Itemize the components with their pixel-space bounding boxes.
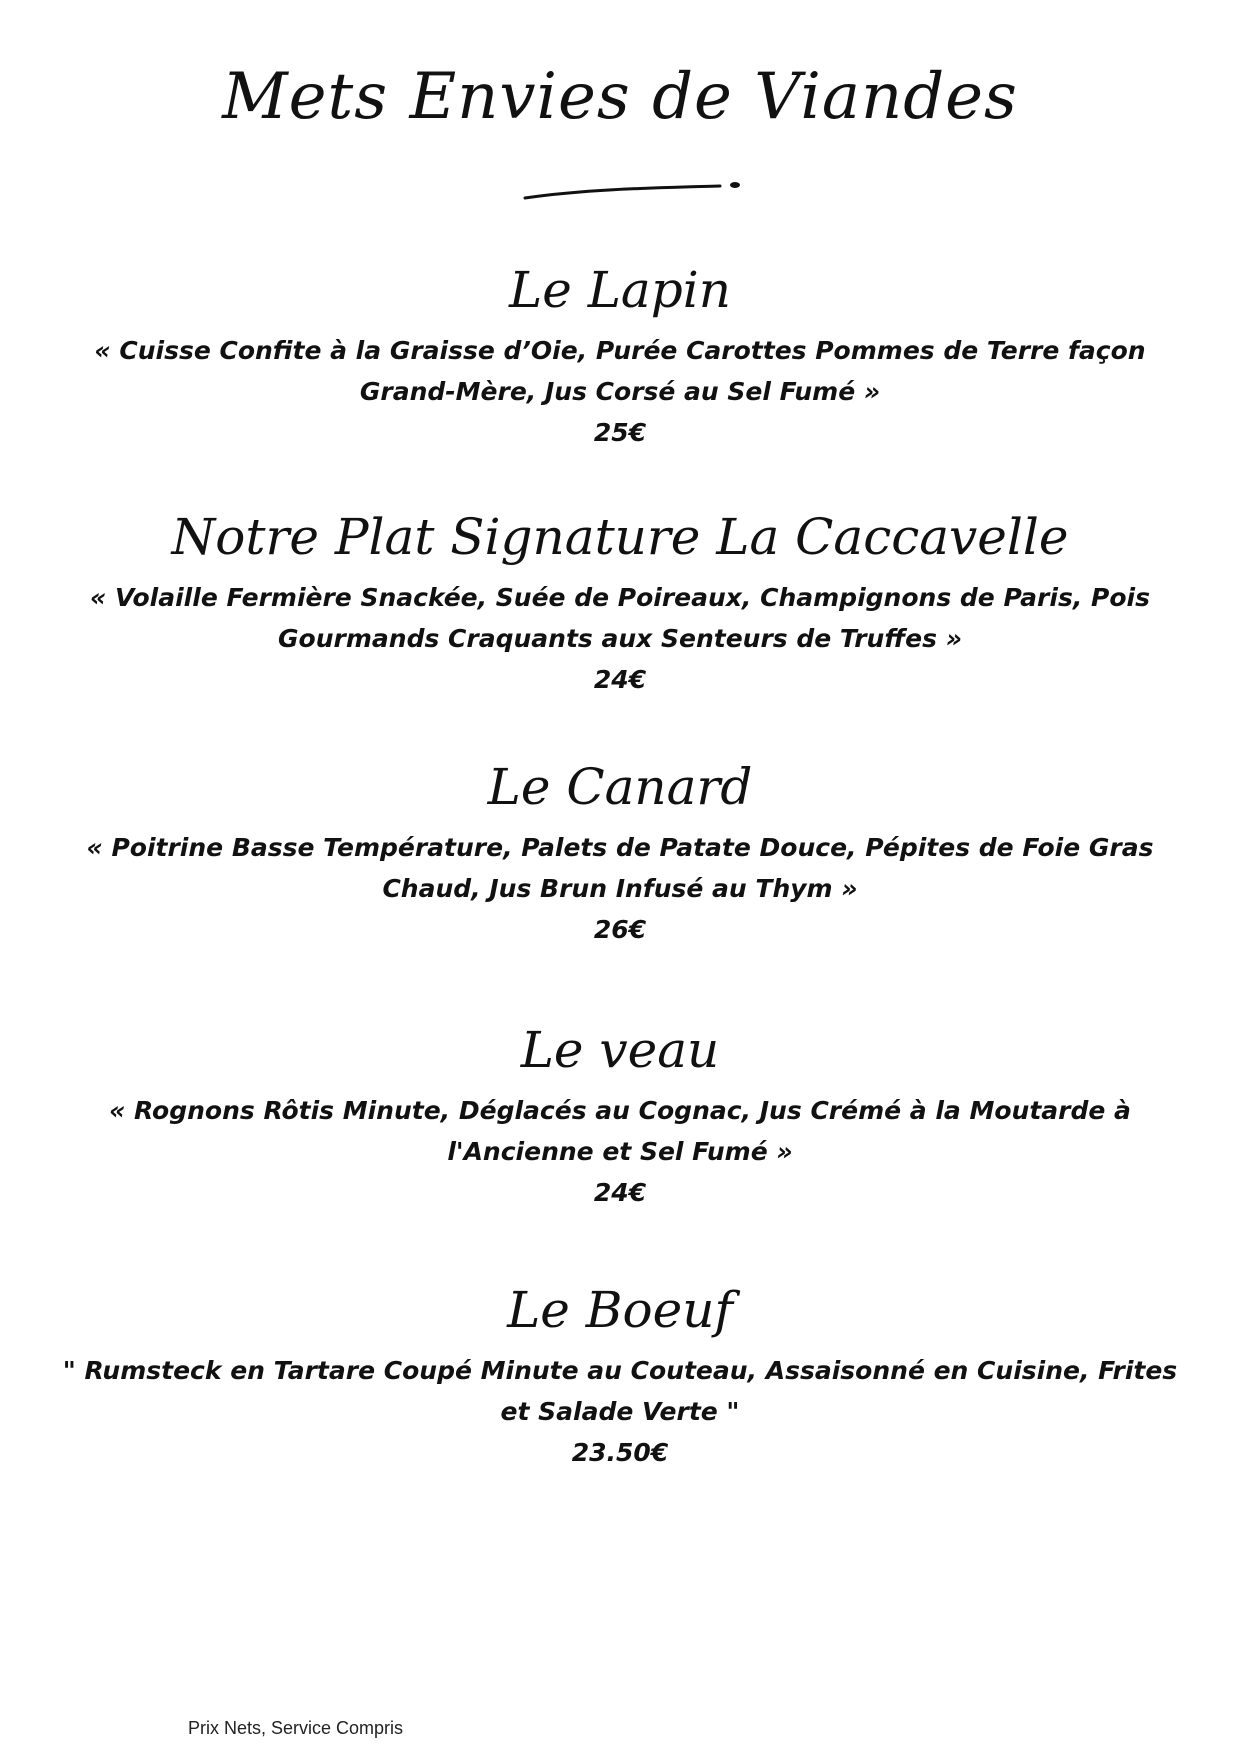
dish-description: « Volaille Fermière Snackée, Suée de Poireaux, Champignons de Paris, Pois Gourmands Craquants aux Senteurs de Truffes »: [90, 583, 1150, 653]
section-title: Le veau: [520, 1021, 720, 1079]
dish-price: 26€: [593, 915, 647, 944]
dish-price: 24€: [593, 1178, 647, 1207]
section-title: Le Canard: [487, 758, 753, 816]
section-canard: [0, 755, 1240, 950]
section-title: Le Lapin: [509, 261, 731, 319]
dish-price: 25€: [593, 418, 647, 447]
footer-note: Prix Nets, Service Compris: [188, 1718, 404, 1738]
dish-price: 24€: [593, 665, 647, 694]
section-signature: [0, 505, 1240, 700]
section-boeuf: [0, 1278, 1240, 1473]
dish-description: " Rumsteck en Tartare Coupé Minute au Couteau, Assaisonné en Cuisine, Frites et Salade Verte ": [62, 1356, 1178, 1426]
section-title: Notre Plat Signature La Caccavelle: [171, 508, 1069, 566]
page-title: Mets Envies de Viandes: [222, 60, 1018, 134]
title-flourish: [520, 168, 750, 208]
section-title: Le Boeuf: [507, 1281, 733, 1339]
section-veau: [0, 1018, 1240, 1213]
dish-description: « Cuisse Confite à la Graisse d’Oie, Purée Carottes Pommes de Terre façon Grand-Mère, Jus Corsé au Sel Fumé »: [94, 336, 1146, 406]
dish-description: « Rognons Rôtis Minute, Déglacés au Cognac, Jus Crémé à la Moutarde à l'Ancienne et Sel Fumé »: [109, 1096, 1131, 1166]
section-lapin: [0, 258, 1240, 453]
dish-description: « Poitrine Basse Température, Palets de Patate Douce, Pépites de Foie Gras Chaud, Jus Brun Infusé au Thym »: [86, 833, 1154, 903]
dish-price: 23.50€: [571, 1438, 669, 1467]
